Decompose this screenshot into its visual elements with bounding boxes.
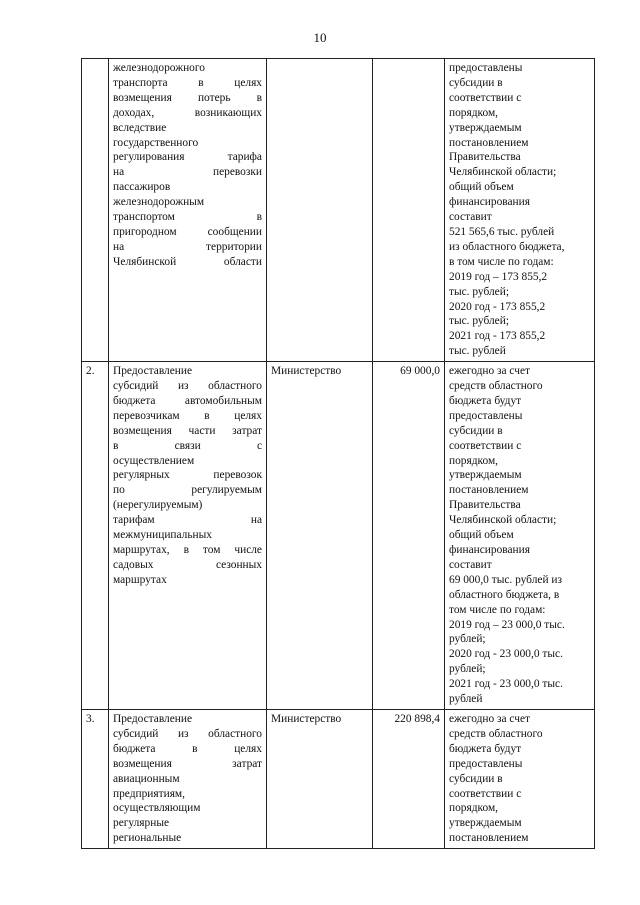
text-line: общий объем <box>449 529 514 542</box>
text-line: возмещения части затрат <box>113 424 262 437</box>
funding-amount: 69 000,0 <box>373 362 445 710</box>
text-line: постановлением <box>449 484 529 497</box>
text-line: тыс. рублей; <box>449 285 509 298</box>
text-line: маршрутах, в том числе <box>113 544 262 556</box>
text-line: Правительства <box>449 151 521 164</box>
text-line: транспорта в целях <box>113 76 262 89</box>
text-line: возмещения затрат <box>113 757 262 770</box>
text-line: предоставлены <box>449 62 523 74</box>
text-line: том числе по годам: <box>449 603 546 616</box>
measure-description <box>109 59 267 362</box>
text-line: 2019 год – 173 855,2 <box>449 270 548 283</box>
text-line: регулярные <box>113 817 170 830</box>
text-line: порядком, <box>449 454 499 467</box>
text-line: 2021 год - 23 000,0 тыс. <box>449 678 563 691</box>
text-line: общий объем <box>449 181 514 194</box>
text-line: тарифам на <box>113 514 262 527</box>
text-line: рублей; <box>449 663 486 676</box>
text-line: тыс. рублей; <box>449 315 509 328</box>
text-line: постановлением <box>449 136 529 149</box>
text-line: соответствии с <box>449 439 522 452</box>
text-line: областного бюджета, в <box>449 588 560 601</box>
text-line: Челябинской области; <box>449 514 557 527</box>
page-number: 10 <box>313 30 327 45</box>
executor: Министерство <box>267 709 373 848</box>
text-line: государственного <box>113 136 199 149</box>
text-line: субсидии в <box>449 424 503 437</box>
funding-amount: 220 898,4 <box>373 709 445 848</box>
text-line: утверждаемым <box>449 121 522 134</box>
text-line: ежегодно за счет <box>449 365 531 378</box>
text-line: из областного бюджета, <box>449 240 565 253</box>
executor: Министерство <box>267 362 373 710</box>
row-number: 2. <box>82 362 109 710</box>
funding-notes <box>445 59 595 362</box>
text-line: субсидии в <box>449 772 503 785</box>
text-line: предприятиям, <box>113 787 185 800</box>
text-line: Челябинской области <box>113 255 262 268</box>
text-line: доходах, возникающих <box>113 106 262 119</box>
text-line: предоставлены <box>449 757 523 770</box>
text-line: порядком, <box>449 106 499 119</box>
funding-amount <box>373 59 445 362</box>
text-line: бюджета в целях <box>113 742 262 755</box>
text-line: (нерегулируемым) <box>113 499 203 512</box>
text-line: в связи с <box>113 439 262 452</box>
text-line: в том числе по годам: <box>449 255 554 268</box>
text-line: осуществляющим <box>113 802 201 815</box>
text-line: составит <box>449 558 492 571</box>
text-line: межмуниципальных <box>113 529 212 542</box>
text-line: бюджета будут <box>449 742 522 755</box>
text-line: тыс. рублей <box>449 345 506 358</box>
row-number <box>82 59 109 362</box>
text-line: постановлением <box>449 832 529 845</box>
text-line: Правительства <box>449 499 521 512</box>
executor <box>267 59 373 362</box>
text-line: соответствии с <box>449 91 522 104</box>
text-line: перевозчикам в целях <box>113 409 262 422</box>
text-line: осуществлением <box>113 454 195 467</box>
text-line: соответствии с <box>449 787 522 800</box>
text-line: бюджета будут <box>449 394 522 407</box>
text-line: по регулируемым <box>113 484 262 497</box>
text-line: транспортом в <box>113 211 262 224</box>
text-line: утверждаемым <box>449 469 522 482</box>
text-line: на перевозки <box>113 166 262 179</box>
text-line: составит <box>449 211 492 224</box>
text-line: на территории <box>113 240 262 253</box>
text-line: порядком, <box>449 802 499 815</box>
text-line: средств областного <box>449 380 543 393</box>
row-number: 3. <box>82 709 109 848</box>
text-line: пассажиров <box>113 181 171 194</box>
text-line: вследствие <box>113 121 167 134</box>
text-line: 2019 год – 23 000,0 тыс. <box>449 618 565 631</box>
text-line: 69 000,0 тыс. рублей из <box>449 573 562 586</box>
funding-notes <box>445 362 595 710</box>
text-line: пригородном сообщении <box>113 225 262 238</box>
text-line: авиационным <box>113 772 180 785</box>
text-line: региональные <box>113 832 182 845</box>
text-line: бюджета автомобильным <box>113 394 262 407</box>
text-line: маршрутах <box>113 573 167 586</box>
text-line: субсидий из областного <box>113 380 262 393</box>
program-table <box>81 58 595 849</box>
text-line: финансирования <box>449 196 530 209</box>
text-line: возмещения потерь в <box>113 91 262 104</box>
text-line: Предоставление <box>113 712 193 725</box>
text-line: железнодорожного <box>113 62 205 74</box>
text-line: садовых сезонных <box>113 558 262 571</box>
text-line: субсидий из областного <box>113 727 262 740</box>
text-line: регулярных перевозок <box>113 469 262 482</box>
table-row <box>82 59 595 362</box>
text-line: рублей; <box>449 633 486 646</box>
text-line: предоставлены <box>449 409 523 422</box>
text-line: железнодорожным <box>113 196 205 209</box>
table-row <box>82 362 595 710</box>
text-line: финансирования <box>449 544 530 556</box>
text-line: Предоставление <box>113 365 193 378</box>
text-line: 2021 год - 173 855,2 <box>449 330 546 343</box>
text-line: рублей <box>449 693 483 706</box>
text-line: Челябинской области; <box>449 166 557 179</box>
text-line: регулирования тарифа <box>113 151 262 164</box>
table-row <box>82 709 595 848</box>
text-line: 2020 год - 23 000,0 тыс. <box>449 648 563 661</box>
text-line: субсидии в <box>449 76 503 89</box>
text-line: средств областного <box>449 727 543 740</box>
funding-notes <box>445 709 595 848</box>
text-line: 2020 год - 173 855,2 <box>449 300 546 313</box>
text-line: 521 565,6 тыс. рублей <box>449 225 555 238</box>
text-line: ежегодно за счет <box>449 712 531 725</box>
measure-description <box>109 362 267 710</box>
text-line: утверждаемым <box>449 817 522 830</box>
measure-description <box>109 709 267 848</box>
